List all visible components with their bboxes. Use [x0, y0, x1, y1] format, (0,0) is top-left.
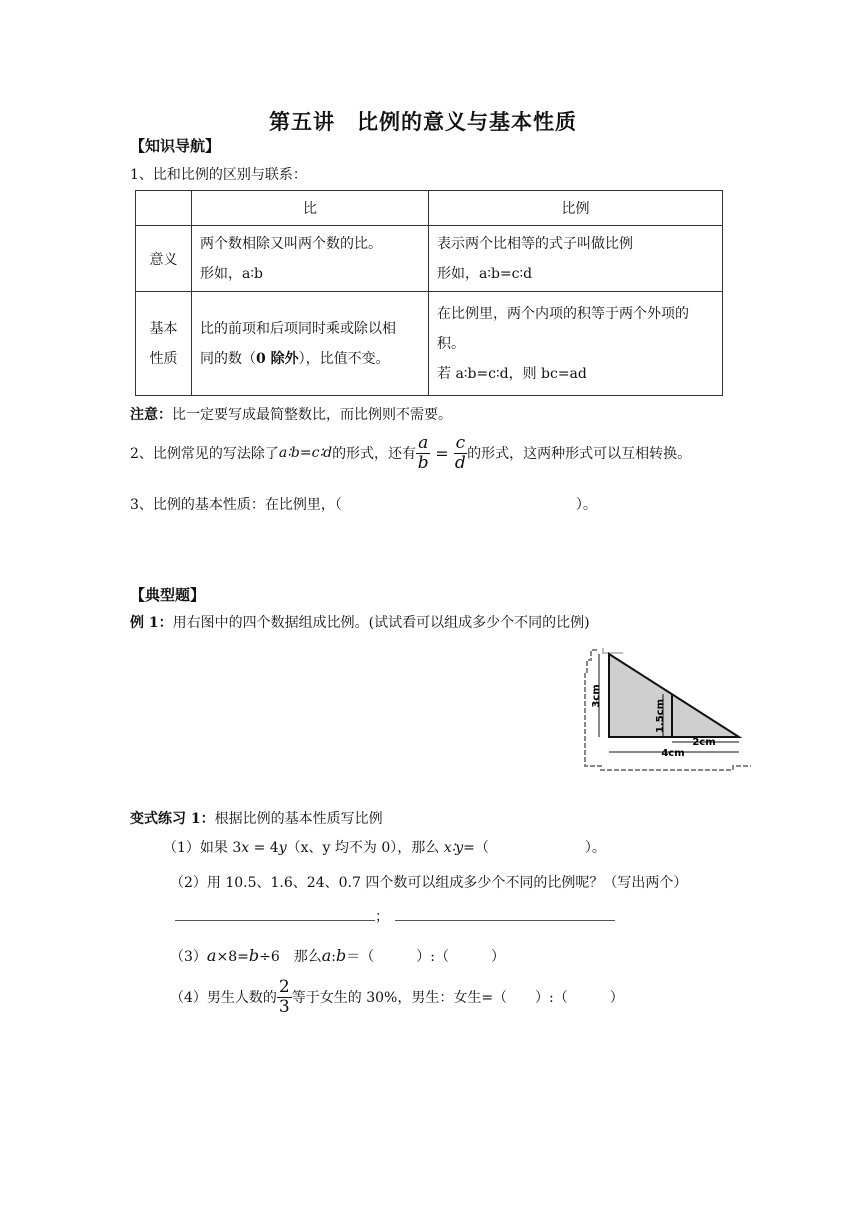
variable-b: b [248, 946, 260, 965]
question-2: （2）用 10.5、1.6、24、0.7 四个数可以组成多少个不同的比例呢？（写出两个） [170, 875, 688, 891]
note-label: 注意： [130, 407, 172, 423]
item-3 [130, 494, 597, 514]
separator: ； [375, 909, 389, 925]
question-text: ÷6 [259, 949, 280, 965]
practice-text: 根据比例的基本性质写比例 [214, 811, 383, 827]
row-label-property [136, 292, 192, 396]
column-header-proportion: 比例 [429, 191, 723, 226]
question-text: （3） [170, 949, 207, 965]
label-inner-height: 1.5cm [655, 698, 666, 734]
dashed-border [603, 648, 623, 653]
ratio-form-line: 形如，a∶b [200, 265, 263, 282]
fraction-denominator: 3 [278, 996, 290, 1017]
fraction-numerator: c [455, 432, 466, 453]
section-header-knowledge: 【知识导航】 [130, 137, 221, 155]
fraction-numerator: a [418, 432, 429, 453]
question-text: =（ [463, 840, 489, 856]
ratio-property-text: 同的数（ [200, 350, 256, 367]
item-2-expression: a∶b=c∶d [278, 445, 333, 461]
question-text: （x、y 均不为 0），那么 [286, 840, 444, 856]
item-2-text: 的形式，还有 [332, 446, 417, 462]
proportion-meaning-line: 表示两个比相等的式子叫做比例 [437, 235, 633, 252]
table-corner-cell [136, 191, 192, 226]
equals-sign: = [435, 443, 449, 463]
proportion-form-line: 形如，a∶b=c∶d [437, 265, 533, 282]
question-3 [170, 946, 505, 966]
fraction-denominator: d [454, 452, 466, 473]
variable-a: a [321, 946, 332, 965]
variable-b: b [336, 946, 347, 965]
example-1-label: 例 1： [130, 615, 173, 631]
fraction-a-over-b [416, 434, 430, 473]
ratio-expression: x∶y [443, 840, 464, 856]
answer-blank[interactable] [395, 908, 615, 921]
ratio-meaning-cell [192, 226, 429, 292]
proportion-property-cell [429, 292, 723, 396]
proportion-property-line: 积。 [437, 335, 465, 352]
column-header-ratio: 比 [192, 191, 429, 226]
ratio-property-bold: 0 除外 [256, 350, 299, 367]
answer-slots: ＝（ ）:（ ） [346, 949, 505, 965]
item-2 [130, 432, 691, 474]
triangle-figure [583, 648, 753, 772]
fraction-c-over-d [454, 434, 468, 473]
label-inner-base: 2cm [692, 737, 716, 748]
colon: : [331, 949, 336, 965]
question-text: ×8= [216, 949, 249, 965]
question-text: 那么 [279, 949, 322, 965]
fraction-denominator: b [417, 452, 429, 473]
table-row-meaning [136, 226, 723, 292]
fraction-numerator: 2 [278, 976, 290, 997]
proportion-property-line: 若 a∶b=c∶d，则 bc=ad [437, 365, 587, 382]
ratio-meaning-line: 两个数相除又叫两个数的比。 [200, 235, 382, 252]
ratio-property-line: 比的前项和后项同时乘或除以相 [200, 320, 396, 337]
section-header-typical: 【典型题】 [130, 586, 206, 604]
item-2-text: 的形式，这两种形式可以互相转换。 [467, 446, 692, 462]
table-header-row [136, 191, 723, 226]
question-text: （1）如果 3 [163, 840, 242, 856]
variable-y: y [278, 840, 287, 856]
question-text: （4）男生人数的 [170, 990, 277, 1006]
proportion-property-line: 在比例里，两个内项的积等于两个外项的 [437, 305, 689, 322]
ratio-property-cell [192, 292, 429, 396]
note-text: 比一定要写成最简整数比，而比例则不需要。 [172, 407, 452, 423]
practice-1 [130, 808, 383, 828]
label-base: 4cm [661, 748, 685, 759]
row-label-property-line: 性质 [149, 350, 178, 367]
fraction-two-thirds [277, 978, 292, 1017]
item-1-heading: 1、比和比例的区别与联系： [130, 167, 307, 183]
question-text: ）。 [584, 840, 606, 856]
practice-label: 变式练习 1： [130, 811, 215, 827]
comparison-table [135, 190, 723, 396]
ratio-property-line [200, 344, 420, 374]
example-1 [130, 612, 590, 632]
item-3-text: ）。 [575, 497, 597, 513]
proportion-meaning-cell [429, 226, 723, 292]
variable-x: x [241, 840, 250, 856]
question-4 [170, 976, 624, 1018]
question-text: = 4 [249, 840, 279, 856]
question-1 [163, 837, 606, 857]
row-label-property-line: 基本 [149, 320, 178, 337]
row-label-meaning: 意义 [136, 226, 192, 292]
large-triangle [609, 654, 739, 737]
note [130, 404, 452, 424]
question-text: 等于女生的 30%，男生：女生=（ ）:（ ） [291, 990, 624, 1006]
example-1-text: 用右图中的四个数据组成比例。(试试看可以组成多少个不同的比例) [172, 615, 590, 631]
page-title: 第五讲 比例的意义与基本性质 [269, 110, 577, 134]
item-3-text: 3、比例的基本性质：在比例里，（ [130, 497, 342, 513]
item-2-text: 2、比例常见的写法除了 [130, 446, 279, 462]
variable-a: a [206, 946, 217, 965]
question-2-answers [175, 906, 615, 926]
table-row-property [136, 292, 723, 396]
ratio-property-text: ），比值不变。 [298, 350, 390, 367]
answer-blank[interactable] [175, 908, 375, 921]
label-left-side: 3cm [591, 684, 602, 708]
